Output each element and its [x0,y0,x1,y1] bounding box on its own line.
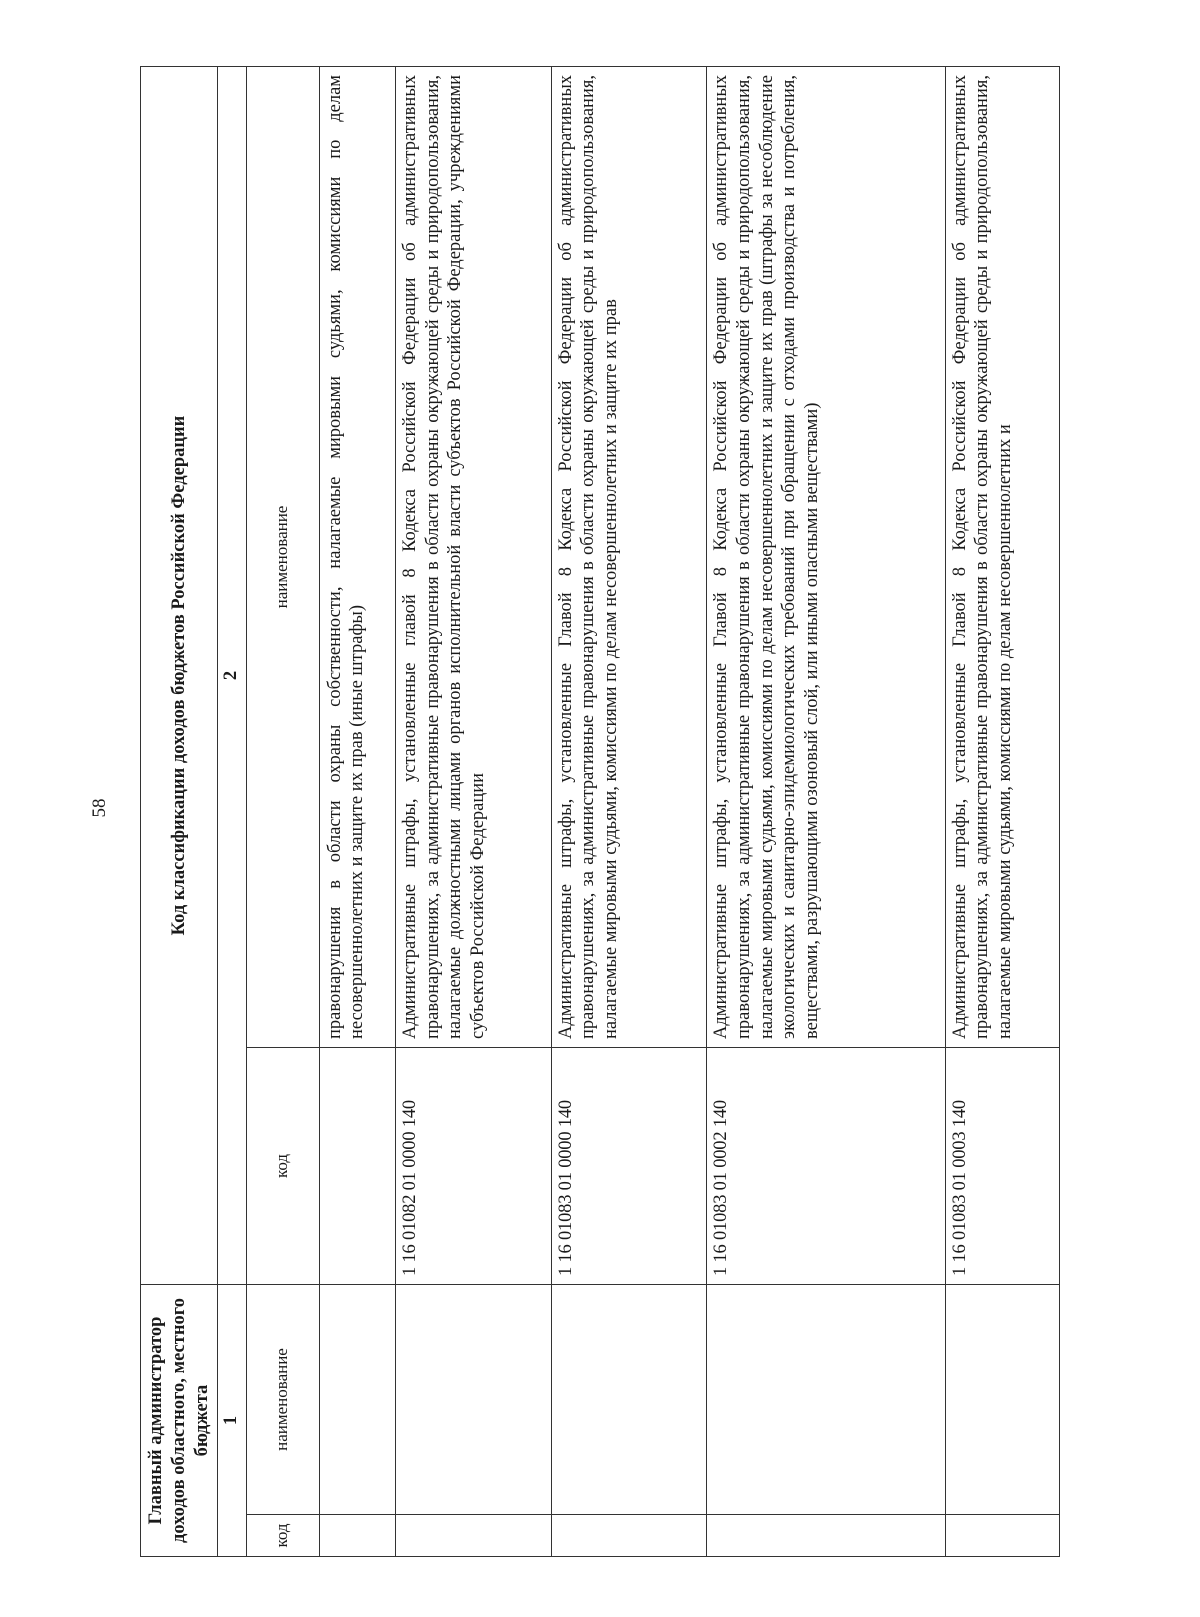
table-header-row [141,67,218,1557]
table-row [551,67,707,1557]
row-admin-code [396,1515,552,1557]
table-row [396,67,552,1557]
row-description: Административные штрафы, установленные Главой 8 Кодекса Российской Федерации об административных правонарушениях, за административные правонарушения в области охраны окружающей среды и природопользования, налагаемые мировыми судьями, комиссиями по делам несовершеннолетних и защите их прав [551,67,707,1048]
table-row [707,67,945,1557]
row-admin-name [945,1285,1059,1515]
header-classification-group: Код классификации доходов бюджетов Российской Федерации [141,67,218,1285]
row-description: Административные штрафы, установленные главой 8 Кодекса Российской Федерации об административных правонарушениях, за административные правонарушения в области охраны окружающей среды и природопользования, налагаемые должностными лицами органов исполнительной власти субъектов Российской Федерации, учреждениями субъектов Российской Федерации [396,67,552,1048]
row-admin-code [945,1515,1059,1557]
row-description: правонарушения в области охраны собственности, налагаемые мировыми судьями, комиссиями по делам несовершеннолетних и защите их прав (иные штрафы) [319,67,396,1048]
column-number-2: 2 [218,67,247,1285]
row-description: Административные штрафы, установленные Главой 8 Кодекса Российской Федерации об административных правонарушениях, за административные правонарушения в области охраны окружающей среды и природопользования, налагаемые мировыми судьями, комиссиями по делам несовершеннолетних и защите их прав (штрафы за несоблюдение экологических и санитарно-эпидемиологических требований при обращении с отходами производства и потребления, веществами, разрушающими озоновый слой, или иными опасными веществами) [707,67,945,1048]
row-description: Административные штрафы, установленные Главой 8 Кодекса Российской Федерации об административных правонарушениях, за административные правонарушения в области охраны окружающей среды и природопользования, налагаемые мировыми судьями, комиссиями по делам несовершеннолетних и [945,67,1059,1048]
row-admin-code [707,1515,945,1557]
subheader-admin-code: код [247,1515,320,1557]
revenue-classification-table [140,66,1060,1557]
header-admin-group: Главный администратор доходов областного, местного бюджета [141,1285,218,1557]
row-admin-code [551,1515,707,1557]
row-code: 1 16 01082 01 0000 140 [396,1048,552,1285]
row-code: 1 16 01083 01 0000 140 [551,1048,707,1285]
rotated-table-container [140,67,1060,1557]
row-admin-name [707,1285,945,1515]
row-code: 1 16 01083 01 0003 140 [945,1048,1059,1285]
page-number: 58 [89,798,110,818]
column-number-1: 1 [218,1285,247,1557]
table-row [945,67,1059,1557]
row-code [319,1048,396,1285]
row-admin-name [551,1285,707,1515]
row-admin-code [319,1515,396,1557]
row-admin-name [319,1285,396,1515]
subheader-row [247,67,320,1557]
column-number-row [218,67,247,1557]
subheader-name: наименование [247,67,320,1048]
subheader-code: код [247,1048,320,1285]
table-row [319,67,396,1557]
row-admin-name [396,1285,552,1515]
row-code: 1 16 01083 01 0002 140 [707,1048,945,1285]
subheader-admin-name: наименование [247,1285,320,1515]
